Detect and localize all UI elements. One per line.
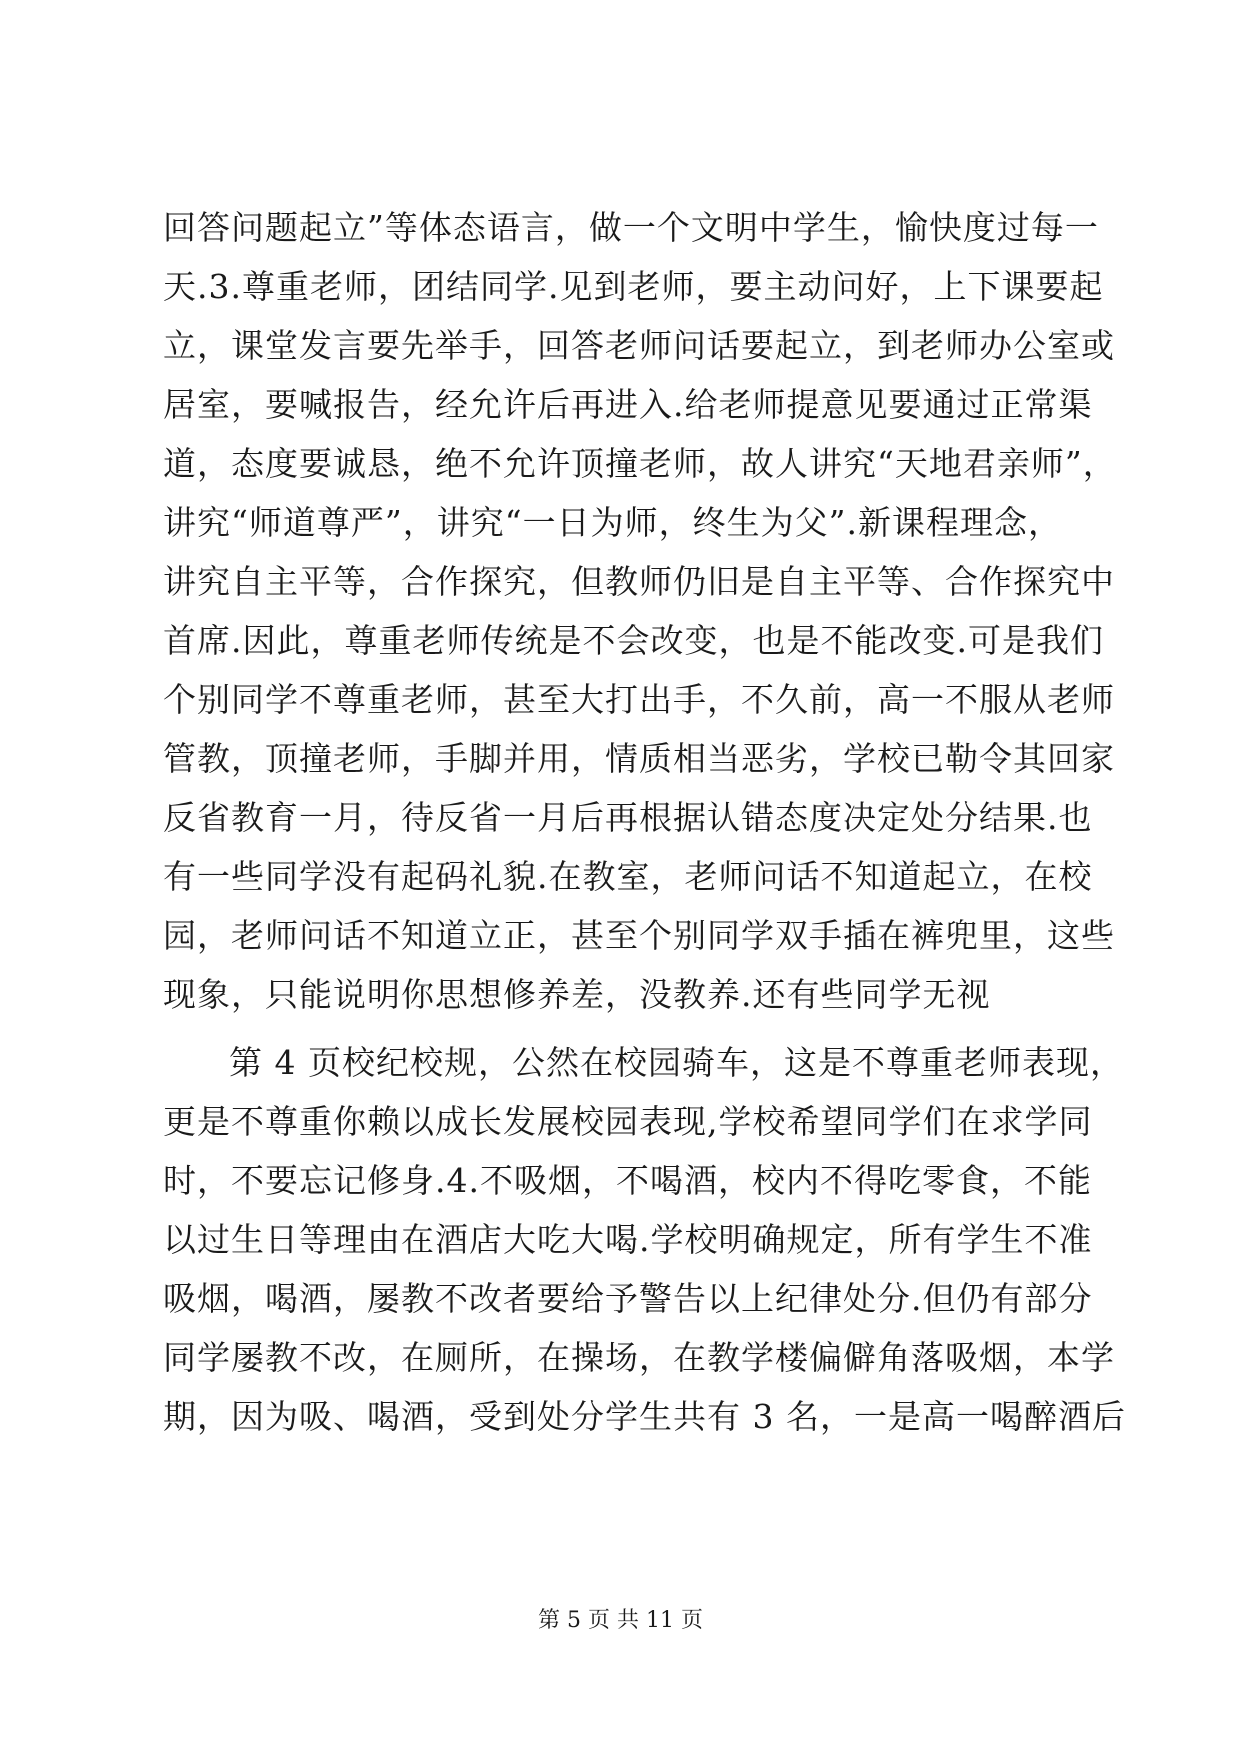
text-line: 更是不尊重你赖以成长发展校园表现,学校希望同学们在求学同 xyxy=(163,1102,1093,1141)
text-line: 居室，要喊报告，经允许后再进入.给老师提意见要通过正常渠 xyxy=(163,385,1093,424)
text-line: 回答问题起立”等体态语言，做一个文明中学生，愉快度过每一 xyxy=(163,208,1099,247)
text-line: 同学屡教不改，在厕所，在操场，在教学楼偏僻角落吸烟，本学 xyxy=(163,1338,1115,1377)
text-line: 道，态度要诚恳，绝不允许顶撞老师，故人讲究“天地君亲师”， xyxy=(163,444,1117,483)
text-line: 反省教育一月，待反省一月后再根据认错态度决定处分结果.也 xyxy=(163,798,1093,837)
text-line: 天.3.尊重老师，团结同学.见到老师，要主动问好，上下课要起 xyxy=(163,267,1104,306)
text-line: 讲究“师道尊严”，讲究“一日为师，终生为父”.新课程理念， xyxy=(163,503,1062,542)
text-line: 个别同学不尊重老师，甚至大打出手，不久前，高一不服从老师 xyxy=(163,680,1115,719)
text-line: 管教，顶撞老师，手脚并用，情质相当恶劣，学校已勒令其回家 xyxy=(163,739,1115,778)
text-line: 有一些同学没有起码礼貌.在教室，老师问话不知道起立，在校 xyxy=(163,857,1093,896)
text-line: 期，因为吸、喝酒，受到处分学生共有 3 名，一是高一喝醉酒后 xyxy=(163,1397,1126,1436)
text-line: 立，课堂发言要先举手，回答老师问话要起立，到老师办公室或 xyxy=(163,326,1115,365)
text-line: 吸烟，喝酒，屡教不改者要给予警告以上纪律处分.但仍有部分 xyxy=(163,1279,1093,1318)
text-line: 讲究自主平等，合作探究，但教师仍旧是自主平等、合作探究中 xyxy=(163,562,1115,601)
text-line: 园，老师问话不知道立正，甚至个别同学双手插在裤兜里，这些 xyxy=(163,916,1115,955)
text-line: 时，不要忘记修身.4.不吸烟，不喝酒，校内不得吃零食，不能 xyxy=(163,1161,1092,1200)
text-line: 首席.因此，尊重老师传统是不会改变，也是不能改变.可是我们 xyxy=(163,621,1104,660)
page-footer: 第 5 页 共 11 页 xyxy=(538,1608,703,1633)
text-line: 现象，只能说明你思想修养差，没教养.还有些同学无视 xyxy=(163,975,991,1014)
text-line: 第 4 页校纪校规，公然在校园骑车，这是不尊重老师表现， xyxy=(229,1043,1124,1082)
text-line: 以过生日等理由在酒店大吃大喝.学校明确规定，所有学生不准 xyxy=(163,1220,1093,1259)
